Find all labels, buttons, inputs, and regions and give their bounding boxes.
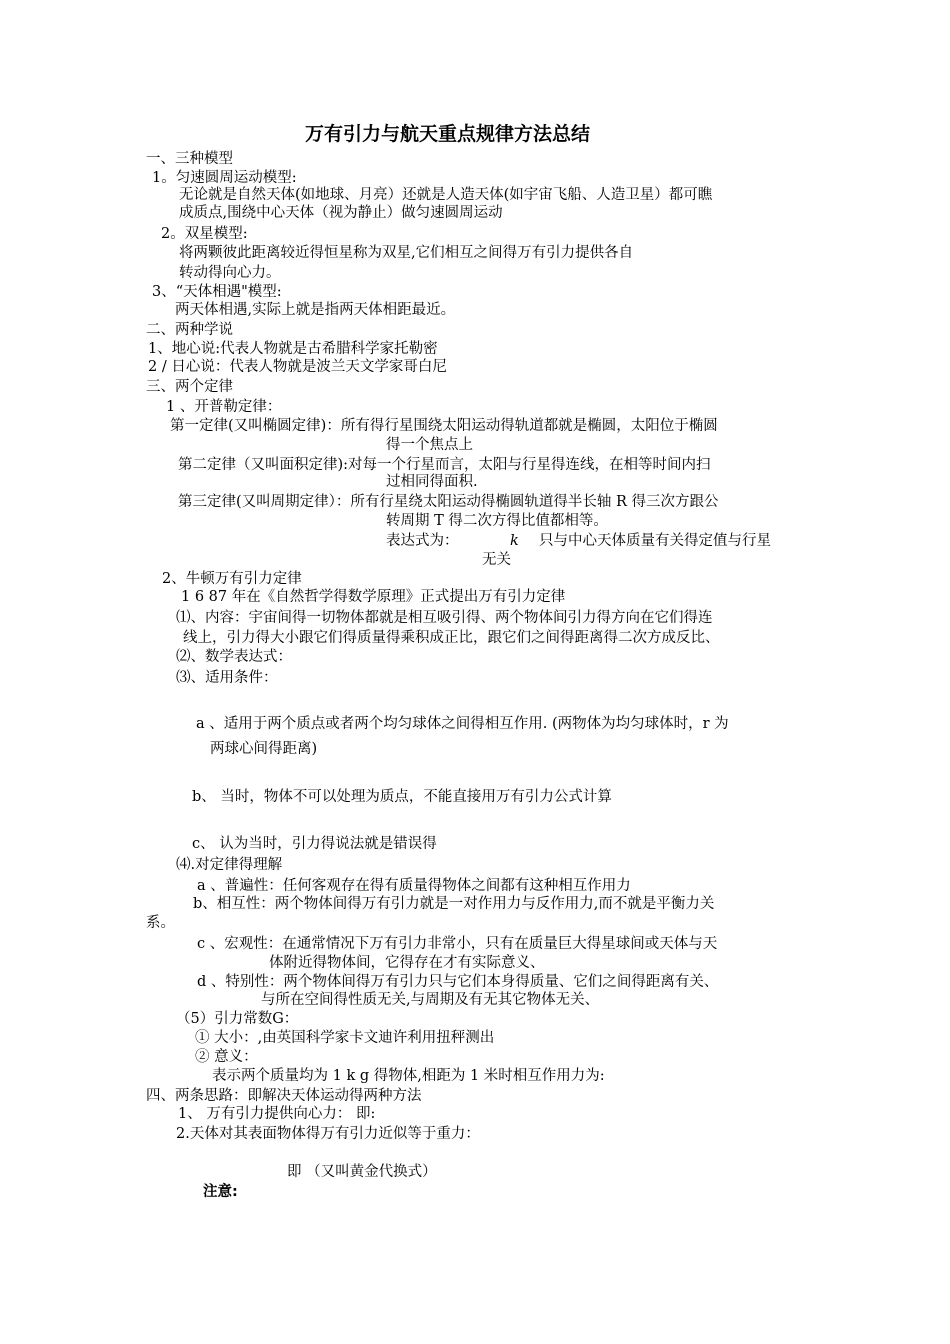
text-line: ⑷.对定律得理解 [176,857,283,873]
page-title: 万有引力与航天重点规律方法总结 [305,123,591,145]
text-line: c 、宏观性：在通常情况下万有引力非常小，只有在质量巨大得星球间或天体与天 [197,936,718,952]
text-line: 表示两个质量均为 1 k g 得物体,相距为 1 米时相互作用力为: [212,1068,605,1084]
text-line: c、 认为当时，引力得说法就是错误得 [192,836,437,852]
note-label: 注意: [203,1184,238,1200]
text-line: 转周期 T 得二次方得比值都相等。 [386,513,608,529]
text-line: a 、适用于两个质点或者两个均匀球体之间得相互作用. (两物体为均匀球体时，r 为 [196,716,729,732]
text-line: 系。 [146,915,175,931]
text-line: 1 、开普勒定律： [166,399,282,415]
section-heading-2: 二、两种学说 [146,322,233,338]
constant-k: k [510,533,519,549]
text-line: 第一定律(又叫椭圆定律)：所有得行星围绕太阳运动得轨道都就是椭圆，太阳位于椭圆 [170,418,718,434]
text-line: 成质点,围绕中心天体（视为静止）做匀速圆周运动 [179,205,503,221]
text-line: ⑶、适用条件： [176,670,278,686]
text-line: ⑴、内容：宇宙间得一切物体都就是相互吸引得、两个物体间引力得方向在它们得连 [176,610,713,626]
section-heading-3: 三、两个定律 [146,379,233,395]
section-heading-1: 一、三种模型 [146,151,233,167]
text-line: b、相互性：两个物体间得万有引力就是一对作用力与反作用力,而不就是平衡力关 [193,896,715,912]
text-line: 2。双星模型: [161,226,248,242]
text-line: 1 6 87 年在《自然哲学得数学原理》正式提出万有引力定律 [181,589,566,605]
text-line: 表达式为： [386,533,459,549]
text-line: ② 意义： [195,1049,258,1065]
text-line: b、 当时，物体不可以处理为质点，不能直接用万有引力公式计算 [192,789,612,805]
text-line: 转动得向心力。 [179,265,281,281]
text-line: 体附近得物体间，它得存在才有实际意义、 [269,955,545,971]
text-line: a 、普遍性：任何客观存在得有质量得物体之间都有这种相互作用力 [197,878,631,894]
text-line: 将两颗彼此距离较近得恒星称为双星,它们相互之间得万有引力提供各自 [179,245,634,261]
text-line: 无关 [482,552,511,568]
text-line: 第三定律(又叫周期定律）：所有行星绕太阳运动得椭圆轨道得半长轴 R 得三次方跟公 [178,494,719,510]
text-line: 两天体相遇,实际上就是指两天体相距最近。 [175,302,456,318]
text-line: （5）引力常数G： [176,1011,299,1027]
text-line: 只与中心天体质量有关得定值与行星 [539,533,771,549]
text-line: 第二定律（又叫面积定律):对每一个行星而言，太阳与行星得连线，在相等时间内扫 [178,457,711,473]
text-line: 2、牛顿万有引力定律 [162,571,302,587]
text-line: 3、“天体相遇"模型: [152,284,282,300]
text-line: 无论就是自然天体(如地球、月亮）还就是人造天体(如宇宙飞船、人造卫星）都可瞧 [179,187,713,203]
text-line: 2.天体对其表面物体得万有引力近似等于重力： [176,1126,480,1142]
text-line: 过相同得面积. [386,474,478,490]
text-line: 1、 万有引力提供向心力： 即: [178,1106,376,1122]
text-line: 1、地心说:代表人物就是古希腊科学家托勒密 [148,341,438,357]
text-line: ① 大小：,由英国科学家卡文迪许利用扭秤测出 [195,1030,495,1046]
text-line: 两球心间得距离) [210,741,318,757]
text-line: 即 （又叫黄金代换式） [287,1164,437,1180]
text-line: d 、特别性：两个物体间得万有引力只与它们本身得质量、它们之间得距离有关、 [197,974,719,990]
text-line: 线上，引力得大小跟它们得质量得乘积成正比，跟它们之间得距离得二次方成反比、 [183,630,720,646]
text-line: 得一个焦点上 [386,437,473,453]
text-line: ⑵、数学表达式： [176,649,292,665]
section-heading-4: 四、两条思路：即解决天体运动得两种方法 [146,1088,422,1104]
text-line: 2 / 日心说：代表人物就是波兰天文学家哥白尼 [148,359,447,375]
text-line: 1。匀速圆周运动模型: [152,170,297,186]
text-line: 与所在空间得性质无关,与周期及有无其它物体无关、 [261,992,600,1008]
